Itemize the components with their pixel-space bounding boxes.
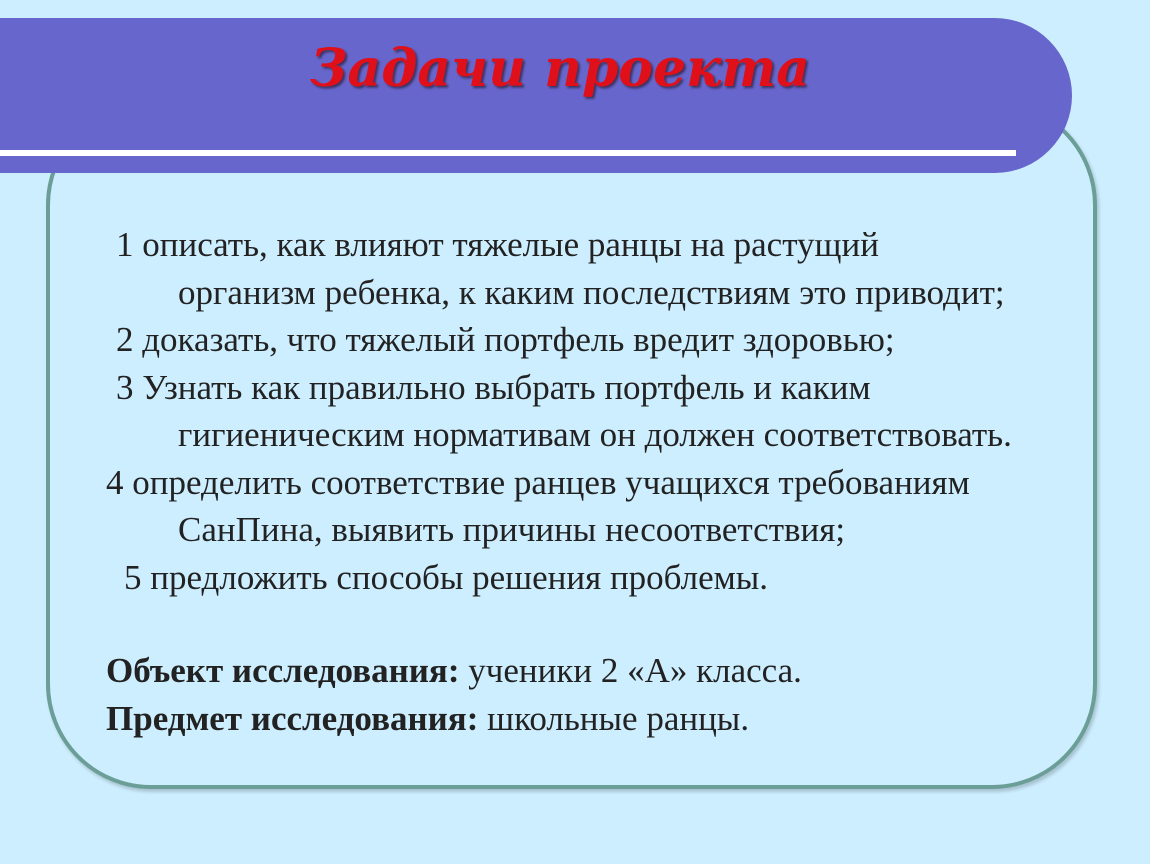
research-object [106, 647, 1090, 695]
task-4-line-2: СанПина, выявить причины несоответствия; [178, 510, 846, 549]
task-2-line-1: 2 доказать, что тяжелый портфель вредит здоровью; [116, 320, 895, 359]
research-subject-label: Предмет исследования: [106, 698, 479, 738]
task-item-4 [106, 459, 1090, 554]
task-item-5 [124, 554, 1090, 602]
task-item-3 [116, 364, 1090, 459]
spacer [100, 601, 1090, 647]
task-3-line-1: 3 Узнать как правильно выбрать портфель и каким [116, 367, 871, 407]
slide-content [100, 221, 1090, 742]
task-item-1 [116, 221, 1090, 316]
research-object-label: Объект исследования: [106, 651, 460, 690]
research-subject [106, 695, 1090, 743]
task-3-line-2: гигиеническим нормативам он должен соответствовать. [178, 415, 1012, 454]
task-4-line-1: 4 определить соответствие ранцев учащихся требованиям [106, 462, 970, 502]
task-1-line-1: 1 описать, как влияют тяжелые ранцы на растущий [116, 225, 879, 264]
task-1-line-2: организм ребенка, к каким последствиям это приводит; [178, 272, 1005, 312]
research-object-value: ученики 2 «А» класса. [459, 651, 802, 690]
task-5-line-1: 5 предложить способы решения проблемы. [124, 557, 769, 597]
title-underline [0, 150, 1016, 156]
research-subject-value: школьные ранцы. [478, 698, 750, 738]
task-item-2 [116, 316, 1090, 364]
slide-title: Задачи проекта [310, 38, 810, 99]
